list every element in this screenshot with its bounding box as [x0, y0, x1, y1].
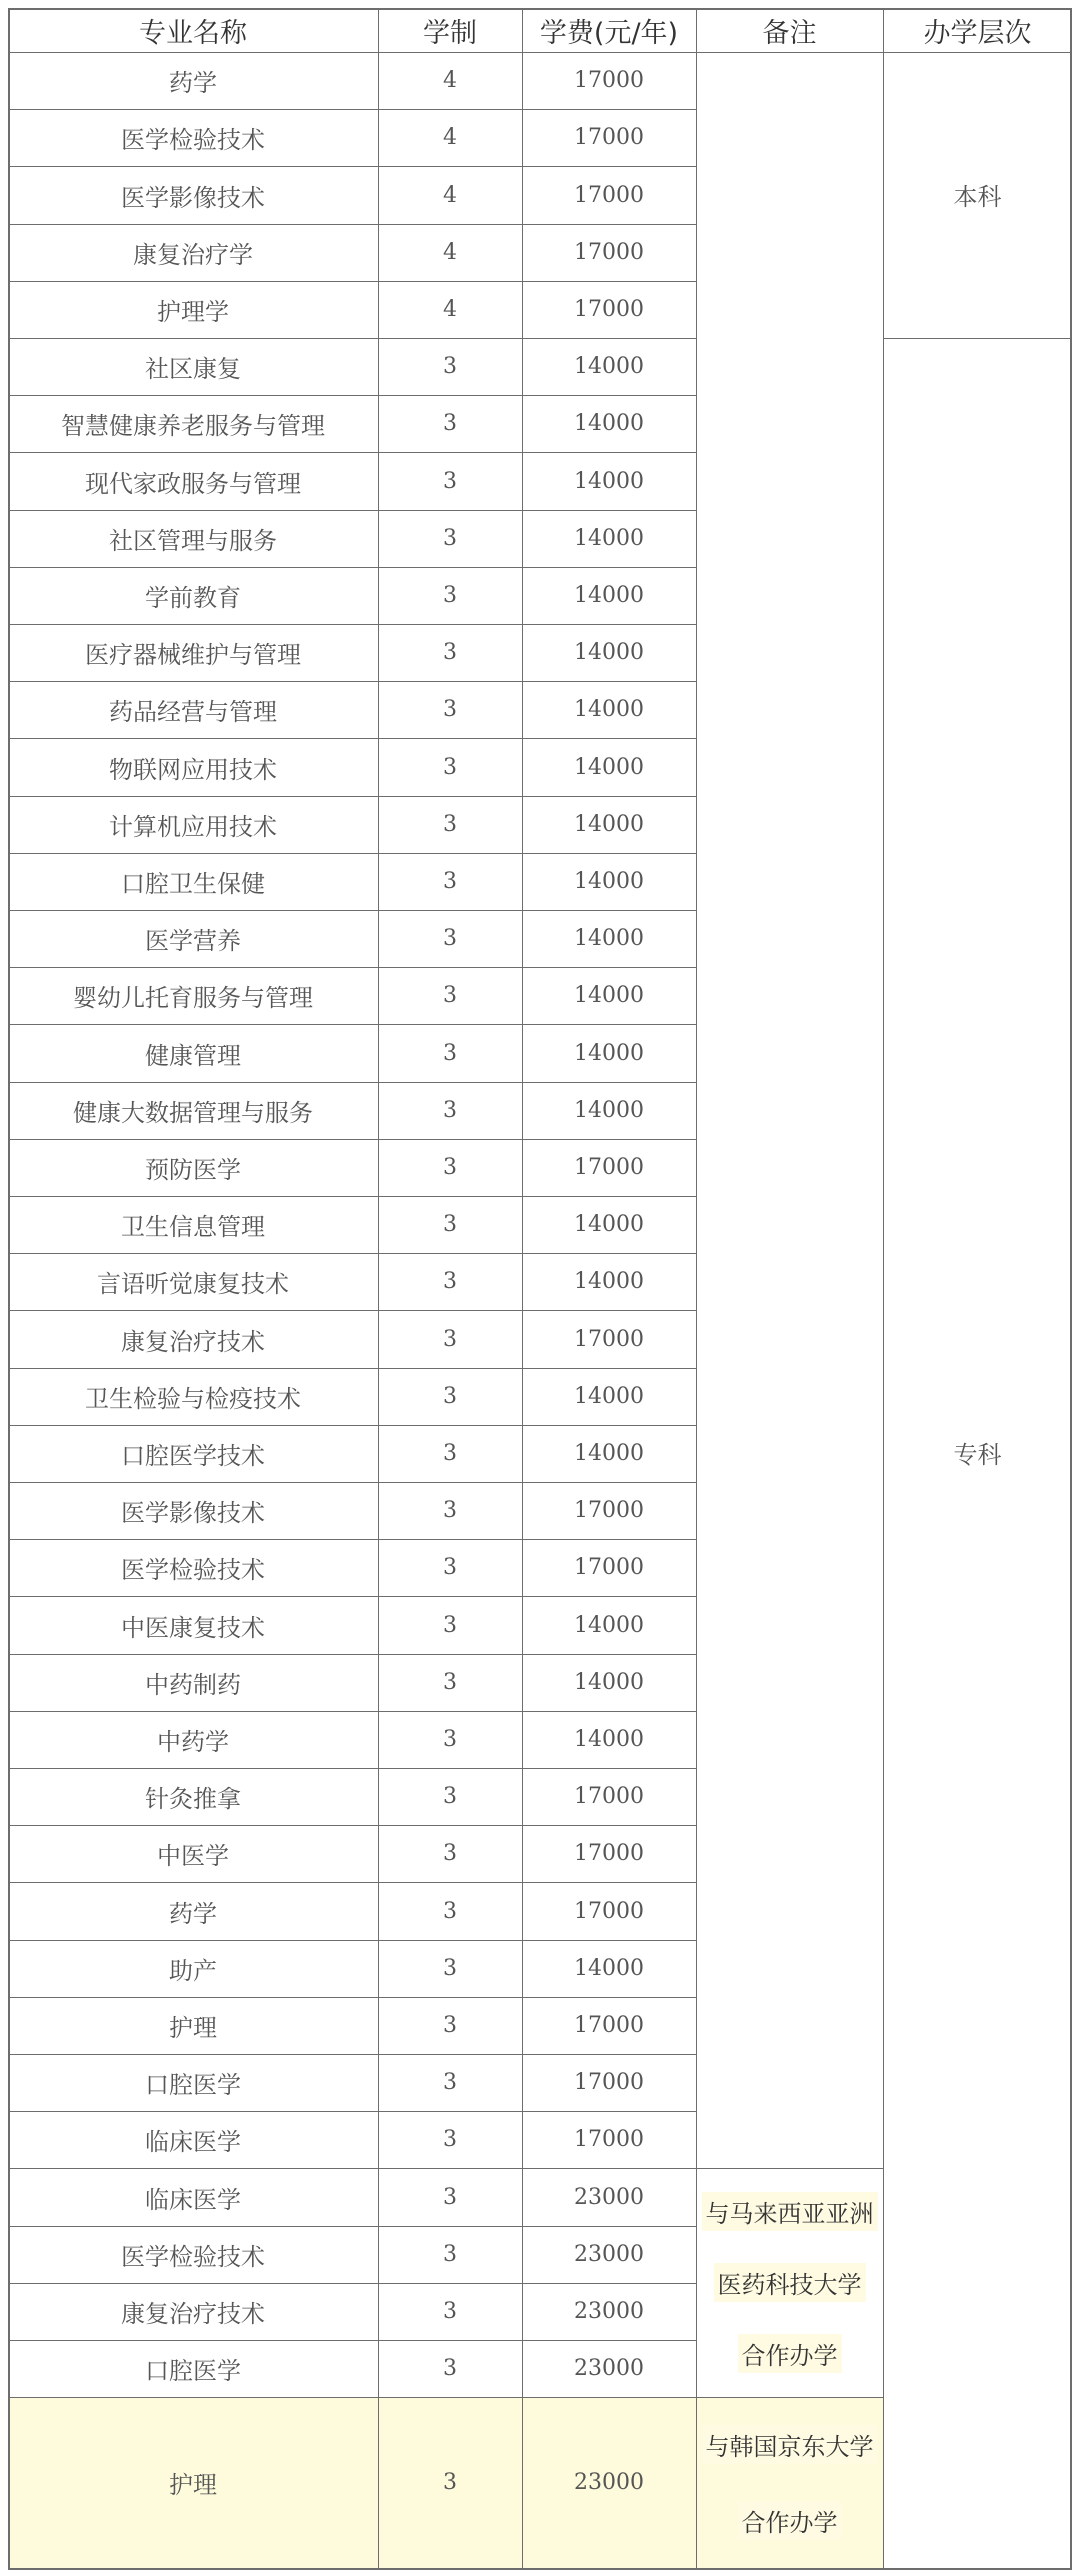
fee-value: 17000	[574, 1155, 644, 1180]
fee-value: 17000	[574, 1326, 644, 1352]
column-divider	[883, 8, 884, 2568]
years-value: 3	[443, 1155, 457, 1180]
fee-value: 17000	[574, 125, 644, 150]
major-name: 医学检验技术	[121, 2243, 265, 2271]
years-value: 3	[443, 1212, 457, 1237]
years-value: 3	[443, 1498, 457, 1523]
major-name: 口腔医学	[145, 2071, 241, 2099]
row-divider	[8, 567, 696, 568]
major-name: 口腔卫生保健	[121, 870, 265, 898]
years-value: 4	[443, 182, 457, 208]
row-divider	[8, 452, 696, 453]
row-divider	[8, 796, 696, 797]
major-name: 社区康复	[145, 355, 241, 383]
major-name: 口腔医学	[145, 2357, 241, 2385]
fee-value: 23000	[574, 2184, 644, 2210]
major-name: 康复治疗学	[133, 241, 253, 269]
fee-value: 14000	[574, 1040, 644, 1066]
major-name: 护理	[169, 2471, 217, 2499]
fee-value: 14000	[574, 1212, 644, 1237]
major-name: 中药制药	[145, 1671, 241, 1699]
years-value: 3	[443, 2070, 457, 2095]
years-value: 3	[443, 2184, 457, 2210]
fee-value: 14000	[574, 926, 644, 951]
row-divider	[8, 109, 696, 110]
years-value: 4	[443, 68, 457, 93]
fee-value: 23000	[574, 2470, 644, 2495]
major-name: 药学	[169, 1899, 217, 1928]
years-value: 3	[443, 1441, 457, 1466]
major-name: 中医康复技术	[121, 1613, 265, 1642]
major-name: 护理	[169, 2014, 217, 2042]
row-divider	[8, 1082, 696, 1083]
fee-value: 14000	[574, 869, 644, 894]
major-name: 学前教育	[145, 584, 241, 612]
major-name: 医疗器械维护与管理	[85, 641, 301, 669]
major-name: 助产	[169, 1957, 217, 1985]
row-divider	[8, 1711, 696, 1712]
major-name: 卫生检验与检疫技术	[85, 1385, 301, 1413]
major-name: 医学检验技术	[121, 126, 265, 154]
remark-divider	[696, 2168, 883, 2169]
years-value: 3	[443, 1898, 457, 1924]
fee-value: 14000	[574, 1441, 644, 1466]
years-value: 4	[443, 297, 457, 322]
major-name: 康复治疗技术	[121, 1327, 265, 1356]
major-name: 物联网应用技术	[109, 755, 277, 784]
years-value: 3	[443, 354, 457, 379]
major-name: 健康管理	[145, 1041, 241, 1070]
major-name: 现代家政服务与管理	[85, 469, 301, 498]
fee-value: 14000	[574, 1269, 644, 1294]
row-divider	[8, 2226, 696, 2227]
major-name: 言语听觉康复技术	[97, 1270, 289, 1298]
years-value: 3	[443, 1555, 457, 1580]
fee-value: 14000	[574, 1612, 644, 1638]
years-value: 3	[443, 2356, 457, 2381]
years-value: 3	[443, 1269, 457, 1294]
row-divider	[8, 1482, 696, 1483]
fee-value: 17000	[574, 182, 644, 208]
years-value: 3	[443, 1098, 457, 1123]
row-divider	[8, 1596, 696, 1597]
major-name: 预防医学	[145, 1156, 241, 1184]
fee-value: 14000	[574, 1098, 644, 1123]
years-value: 3	[443, 926, 457, 951]
major-name: 医学影像技术	[121, 1499, 265, 1527]
row-divider	[8, 338, 696, 339]
row-divider	[8, 1024, 696, 1025]
major-name: 中药学	[157, 1728, 229, 1756]
years-value: 3	[443, 697, 457, 722]
row-divider	[8, 1425, 696, 1426]
years-value: 3	[443, 983, 457, 1008]
row-divider	[8, 1654, 696, 1655]
years-value: 3	[443, 1326, 457, 1352]
years-value: 3	[443, 1670, 457, 1695]
fee-value: 14000	[574, 526, 644, 551]
remark-divider	[696, 2397, 883, 2398]
major-name: 社区管理与服务	[109, 527, 277, 555]
fee-value: 17000	[574, 2070, 644, 2095]
fee-value: 14000	[574, 411, 644, 436]
fee-value: 14000	[574, 583, 644, 608]
row-divider	[8, 2340, 696, 2341]
fee-value: 23000	[574, 2299, 644, 2324]
major-name: 康复治疗技术	[121, 2300, 265, 2328]
fee-value: 17000	[574, 68, 644, 93]
fee-value: 14000	[574, 754, 644, 780]
row-divider	[8, 395, 696, 396]
years-value: 4	[443, 240, 457, 265]
header-fee: 学费(元/年)	[539, 17, 679, 49]
row-divider	[8, 624, 696, 625]
years-value: 4	[443, 125, 457, 150]
row-divider	[8, 1368, 696, 1369]
row-divider	[8, 2111, 696, 2112]
row-divider	[8, 1196, 696, 1197]
major-name: 药品经营与管理	[109, 698, 277, 726]
row-divider	[8, 224, 696, 225]
years-value: 3	[443, 640, 457, 665]
major-name: 针灸推拿	[145, 1785, 241, 1813]
major-name: 医学影像技术	[121, 183, 265, 212]
fee-value: 14000	[574, 812, 644, 837]
years-value: 3	[443, 2470, 457, 2495]
fee-value: 14000	[574, 983, 644, 1008]
fee-value: 17000	[574, 1498, 644, 1523]
years-value: 3	[443, 1784, 457, 1809]
major-name: 护理学	[157, 298, 229, 326]
header-major: 专业名称	[139, 17, 247, 49]
years-value: 3	[443, 1727, 457, 1752]
years-value: 3	[443, 583, 457, 608]
fee-value: 17000	[574, 240, 644, 265]
row-divider	[8, 2054, 696, 2055]
row-divider	[8, 1539, 696, 1540]
major-name: 健康大数据管理与服务	[73, 1099, 313, 1127]
years-value: 3	[443, 812, 457, 837]
level-college: 专科	[953, 1441, 1002, 1469]
row-divider	[8, 510, 696, 511]
header-years: 学制	[423, 17, 477, 49]
level-undergraduate: 本科	[953, 183, 1002, 211]
level-divider	[883, 338, 1072, 339]
years-value: 3	[443, 1841, 457, 1866]
row-divider	[8, 853, 696, 854]
years-value: 3	[443, 754, 457, 780]
remark-korea: 与韩国京东大学 合作办学	[696, 2397, 883, 2568]
row-divider	[8, 1768, 696, 1769]
major-name: 药学	[169, 69, 217, 97]
fee-value: 17000	[574, 2127, 644, 2152]
major-name: 医学营养	[145, 927, 241, 955]
fee-value: 17000	[574, 2013, 644, 2038]
fee-value: 14000	[574, 697, 644, 722]
fee-value: 14000	[574, 1384, 644, 1409]
header-divider	[8, 52, 1072, 53]
column-divider	[696, 8, 697, 2568]
fee-value: 17000	[574, 1841, 644, 1866]
years-value: 3	[443, 1384, 457, 1409]
header-remark: 备注	[762, 17, 817, 49]
years-value: 3	[443, 869, 457, 894]
major-name: 临床医学	[145, 2185, 241, 2214]
fee-value: 17000	[574, 1784, 644, 1809]
years-value: 3	[443, 1956, 457, 1981]
row-divider	[8, 1997, 696, 1998]
fee-value: 14000	[574, 1956, 644, 1981]
row-divider	[8, 1253, 696, 1254]
fee-value: 14000	[574, 354, 644, 379]
fee-value: 23000	[574, 2242, 644, 2267]
column-divider	[522, 8, 523, 2568]
years-value: 3	[443, 2127, 457, 2152]
row-divider	[8, 166, 696, 167]
row-divider	[8, 967, 696, 968]
row-divider	[8, 2283, 696, 2284]
major-name: 中医学	[157, 1842, 229, 1870]
years-value: 3	[443, 1040, 457, 1066]
years-value: 3	[443, 2013, 457, 2038]
fee-value: 14000	[574, 1727, 644, 1752]
years-value: 3	[443, 411, 457, 436]
table-border-bottom	[8, 2568, 1072, 2570]
major-name: 医学检验技术	[121, 1556, 265, 1584]
row-divider	[8, 1882, 696, 1883]
fee-value: 17000	[574, 1898, 644, 1924]
years-value: 3	[443, 2299, 457, 2324]
header-level: 办学层次	[923, 17, 1032, 49]
row-divider	[8, 910, 696, 911]
table-border-top	[8, 8, 1072, 10]
table-border-right	[1070, 8, 1072, 2570]
major-name: 婴幼儿托育服务与管理	[73, 984, 313, 1012]
years-value: 3	[443, 1612, 457, 1638]
row-divider	[8, 681, 696, 682]
row-divider	[8, 1139, 696, 1140]
major-name: 计算机应用技术	[109, 813, 277, 841]
row-divider	[8, 281, 696, 282]
row-divider	[8, 1825, 696, 1826]
row-divider	[8, 2168, 696, 2169]
years-value: 3	[443, 526, 457, 551]
major-name: 临床医学	[145, 2128, 241, 2156]
table-border-left	[8, 8, 10, 2570]
row-divider	[8, 1940, 696, 1941]
row-divider	[8, 2397, 696, 2398]
major-name: 口腔医学技术	[121, 1442, 265, 1470]
column-divider	[378, 8, 379, 2568]
major-name: 智慧健康养老服务与管理	[61, 412, 325, 440]
years-value: 3	[443, 2242, 457, 2267]
fee-value: 17000	[574, 1555, 644, 1580]
row-divider	[8, 738, 696, 739]
fee-value: 17000	[574, 297, 644, 322]
fee-value: 14000	[574, 640, 644, 665]
years-value: 3	[443, 468, 457, 494]
fee-value: 14000	[574, 1670, 644, 1695]
row-divider	[8, 1310, 696, 1311]
fee-value: 14000	[574, 468, 644, 494]
fee-value: 23000	[574, 2356, 644, 2381]
remark-malaysia: 与马来西亚亚洲 医药科技大学 合作办学	[696, 2168, 883, 2397]
major-name: 卫生信息管理	[121, 1213, 265, 1241]
